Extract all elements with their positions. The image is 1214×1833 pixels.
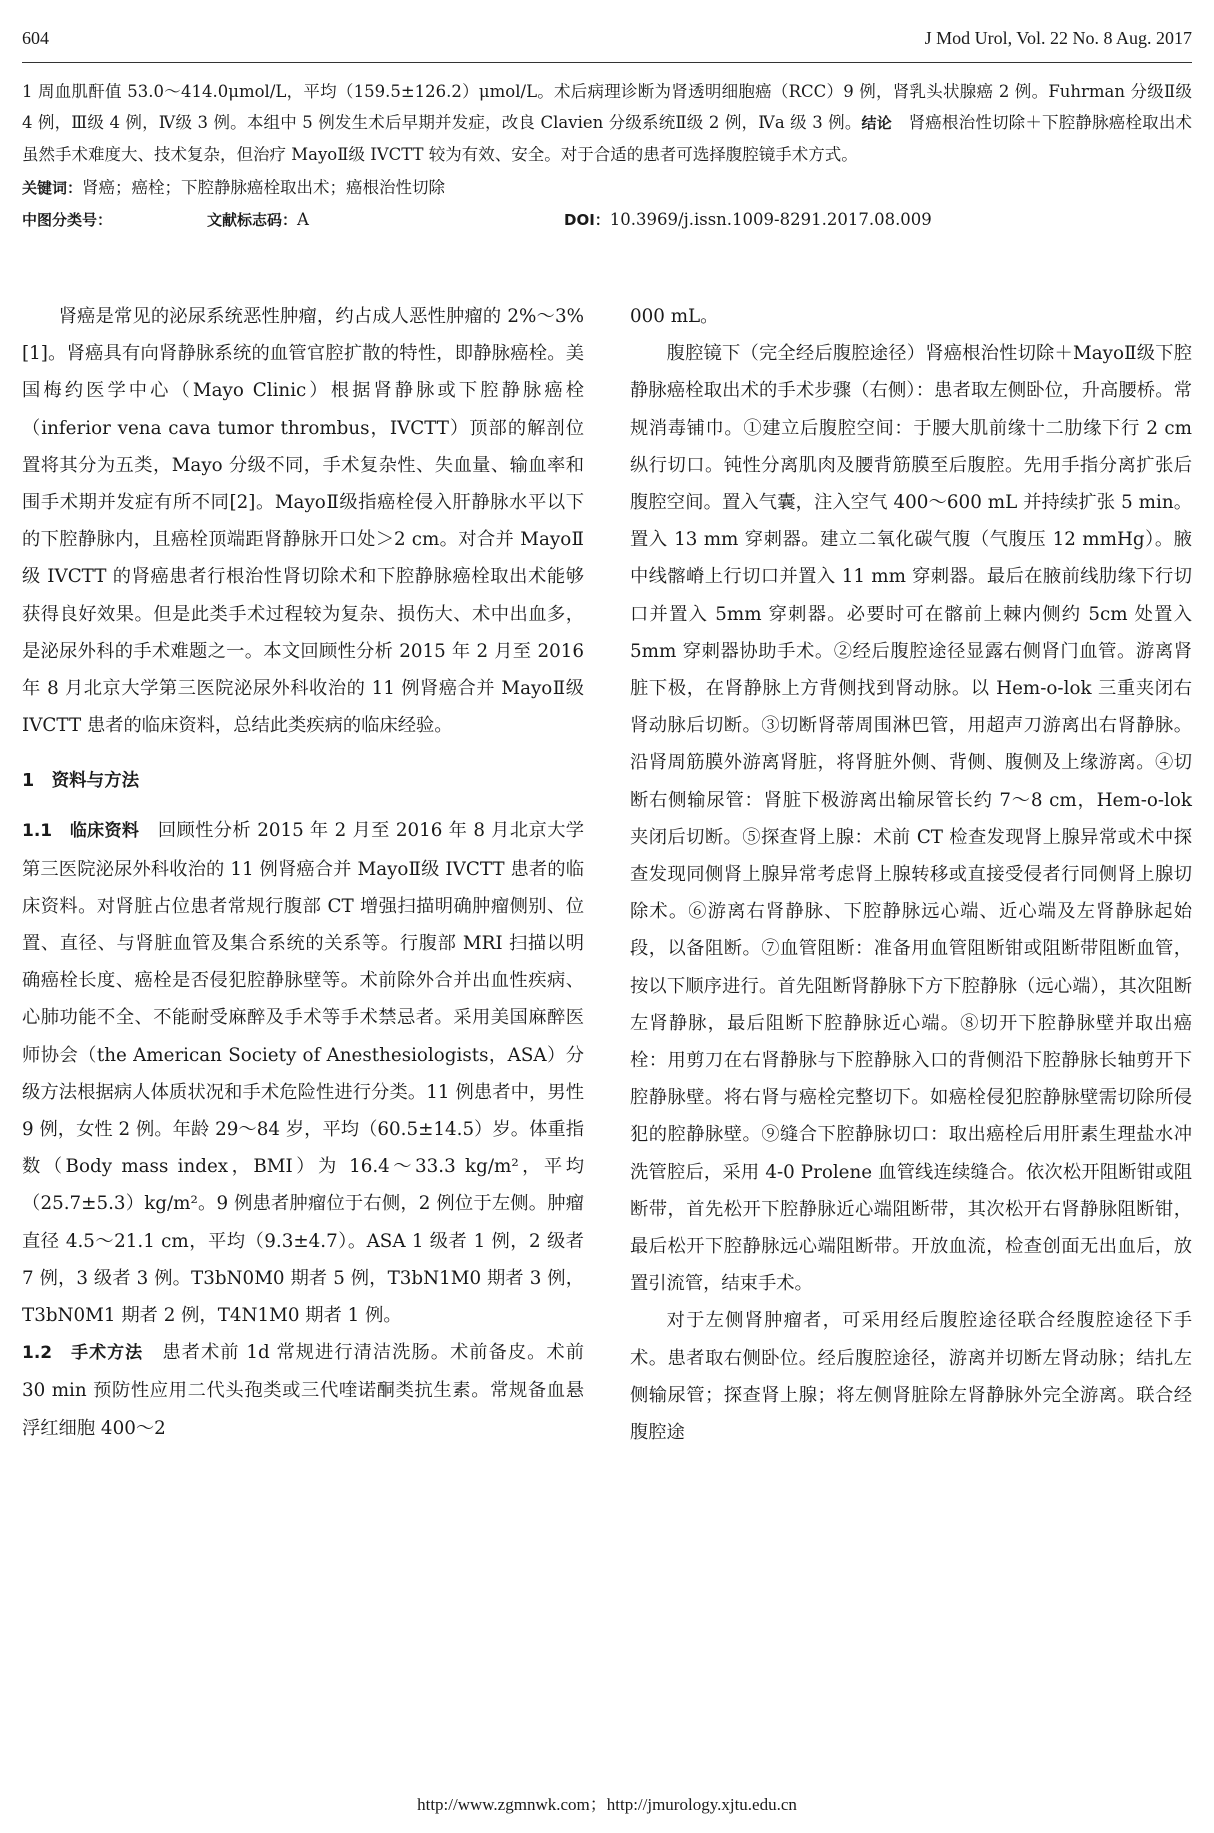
journal-info: J Mod Urol, Vol. 22 No. 8 Aug. 2017 [924,28,1192,48]
keywords-row [22,172,1192,204]
classification-row [22,204,1192,235]
procedure-paragraph-right: 腹腔镜下（完全经后腹腔途径）肾癌根治性切除＋MayoⅡ级下腔静脉癌栓取出术的手术步骤（右侧）：患者取左侧卧位，升高腰桥。常规消毒铺巾。①建立后腹腔空间：于腰大肌前缘十二肋缘下行 2 cm 纵行切口。钝性分离肌肉及腰背筋膜至后腹腔。先用手指分离扩张后腹腔空间。置入气囊，注入空气 400～600 mL 并持续扩张 5 min。置入 13 mm 穿刺器。建立二氧化碳气腹（气腹压 12 mmHg）。腋中线髂嵴上行切口并置入 11 mm 穿刺器。最后在腋前线肋缘下行切口并置入 5mm 穿刺器。必要时可在髂前上棘内侧约 5cm 处置入 5mm 穿刺器协助手术。②经后腹腔途径显露右侧肾门血管。游离肾脏下极，在肾静脉上方背侧找到肾动脉。以 Hem-o-lok 三重夹闭右肾动脉后切断。③切断肾蒂周围淋巴管，用超声刀游离出右肾静脉。沿肾周筋膜外游离肾脏，将肾脏外侧、背侧、腹侧及上缘游离。④切断右侧输尿管：肾脏下极游离出输尿管长约 7～8 cm，Hem-o-lok 夹闭后切断。⑤探查肾上腺：术前 CT 检查发现肾上腺异常或术中探查发现同侧肾上腺异常考虑肾上腺转移或直接受侵者行同侧肾上腺切除术。⑥游离右肾静脉、下腔静脉远心端、近心端及左肾静脉起始段，以备阻断。⑦血管阻断：准备用血管阻断钳或阻断带阻断血管，按以下顺序进行。首先阻断肾静脉下方下腔静脉（远心端），其次阻断左肾静脉，最后阻断下腔静脉近心端。⑧切开下腔静脉壁并取出癌栓：用剪刀在右肾静脉与下腔静脉入口的背侧沿下腔静脉长轴剪开下腔静脉壁。将右肾与癌栓完整切下。如癌栓侵犯腔静脉壁需切除所侵犯的腔静脉壁。⑨缝合下腔静脉切口：取出癌栓后用肝素生理盐水冲洗管腔后，采用 4-0 Prolene 血管线连续缝合。依次松开阻断钳或阻断带，首先松开下腔静脉近心端阻断带，其次松开右肾静脉阻断钳，最后松开下腔静脉远心端阻断带。开放血流，检查创面无出血后，放置引流管，结束手术。 [630,343,1192,1295]
abstract [22,76,1192,235]
abstract-conclusion: 肾癌根治性切除＋下腔静脉癌栓取出术虽然手术难度大、技术复杂，但治疗 MayoⅡ级 IVCTT 较为有效、安全。对于合适的患者可选择腹腔镜手术方式。 [22,113,1193,164]
doi-field [564,204,932,236]
subsection-title-method: 1.2 手术方法 [22,1343,144,1364]
surgical-method-paragraph [22,1334,584,1447]
page-header [22,22,1192,63]
procedure-paragraph-left: 对于左侧肾肿瘤者，可采用经后腹腔途径联合经腹腔途径下手术。患者取右侧卧位。经后腹腔途径，游离并切断左肾动脉；结扎左侧输尿管；探查肾上腺；将左侧肾脏除左肾静脉外完全游离。联合经腹腔途 [630,1310,1192,1444]
keywords-label: 关键词： [22,179,83,197]
left-column [22,298,584,1447]
subsection-title-clinical: 1.1 临床资料 [22,821,140,842]
right-column [630,298,1192,1451]
page-footer: http://www.zgmnwk.com；http://jmurology.xjtu.edu.cn [417,1795,797,1814]
doc-code-field [207,204,309,236]
abstract-results: 1 周血肌酐值 53.0～414.0μmol/L，平均（159.5±126.2）μmol/L。术后病理诊断为肾透明细胞癌（RCC）9 例，肾乳头状腺癌 2 例。Fuhrman 分级Ⅱ级 4 例，Ⅲ级 4 例，Ⅳ级 3 例。本组中 5 例发生术后早期并发症，改良 Clavien 分级系统Ⅱ级 2 例，Ⅳa 级 3 例。 [22,82,1192,132]
conclusion-label: 结论 [861,114,892,132]
clinical-data-paragraph [22,812,584,1334]
doi-label: DOI： [564,211,610,229]
intro-paragraph: 肾癌是常见的泌尿系统恶性肿瘤，约占成人恶性肿瘤的 2%～3%[1]。肾癌具有向肾静脉系统的血管官腔扩散的特性，即静脉癌栓。美国梅约医学中心（Mayo Clinic）根据肾静脉或下腔静脉癌栓（inferior vena cava tumor thrombus，IVCTT）顶部的解剖位置将其分为五类，Mayo 分级不同，手术复杂性、失血量、输血率和围手术期并发症有所不同[2]。MayoⅡ级指癌栓侵入肝静脉水平以下的下腔静脉内，且癌栓顶端距肾静脉开口处＞2 cm。对合并 MayoⅡ级 IVCTT 的肾癌患者行根治性肾切除术和下腔静脉癌栓取出术能够获得良好效果。但是此类手术过程较为复杂、损伤大、术中出血多，是泌尿外科的手术难题之一。本文回顾性分析 2015 年 2 月至 2016 年 8 月北京大学第三医院泌尿外科收治的 11 例肾癌合并 MayoⅡ级 IVCTT 患者的临床资料，总结此类疾病的临床经验。 [22,306,584,737]
surgical-method-text: 患者术前 1d 常规进行清洁洗肠。术前备皮。术前 30 min 预防性应用二代头孢类或三代喹诺酮类抗生素。常规备血悬浮红细胞 400～2 [22,1342,584,1439]
doi-value: 10.3969/j.issn.1009-8291.2017.08.009 [609,210,932,229]
clc-field [22,204,112,236]
page-number: 604 [22,28,49,48]
clinical-data-text: 回顾性分析 2015 年 2 月至 2016 年 8 月北京大学第三医院泌尿外科收治的 11 例肾癌合并 MayoⅡ级 IVCTT 患者的临床资料。对肾脏占位患者常规行腹部 CT 增强扫描明确肿瘤侧别、位置、直径、与肾脏血管及集合系统的关系等。行腹部 MRI 扫描以明确癌栓长度、癌栓是否侵犯腔静脉壁等。术前除外合并出血性疾病、心肺功能不全、不能耐受麻醉及手术等手术禁忌者。采用美国麻醉医师协会（the American Society of Anesthesiologists，ASA）分级方法根据病人体质状况和手术危险性进行分类。11 例患者中，男性 9 例，女性 2 例。年龄 29～84 岁，平均（60.5±14.5）岁。体重指数（Body mass index，BMI）为 16.4～33.3 kg/m²，平均（25.7±5.3）kg/m²。9 例患者肿瘤位于右侧，2 例位于左侧。肿瘤直径 4.5～21.1 cm，平均（9.3±4.7）。ASA 1 级者 1 例，2 级者 7 例，3 级者 3 例。T3bN0M0 期者 5 例，T3bN1M0 期者 3 例，T3bN0M1 期者 2 例，T4N1M0 期者 1 例。 [22,820,584,1327]
abstract-paragraph [22,76,1192,170]
doc-code-label: 文献标志码： [207,211,298,229]
doc-code: A [297,210,309,229]
keywords-text: 肾癌；癌栓；下腔静脉癌栓取出术；癌根治性切除 [82,178,446,197]
continued-text: 000 mL。 [630,306,719,327]
clc-label: 中图分类号： [22,211,113,229]
section-title: 1 资料与方法 [22,771,140,792]
